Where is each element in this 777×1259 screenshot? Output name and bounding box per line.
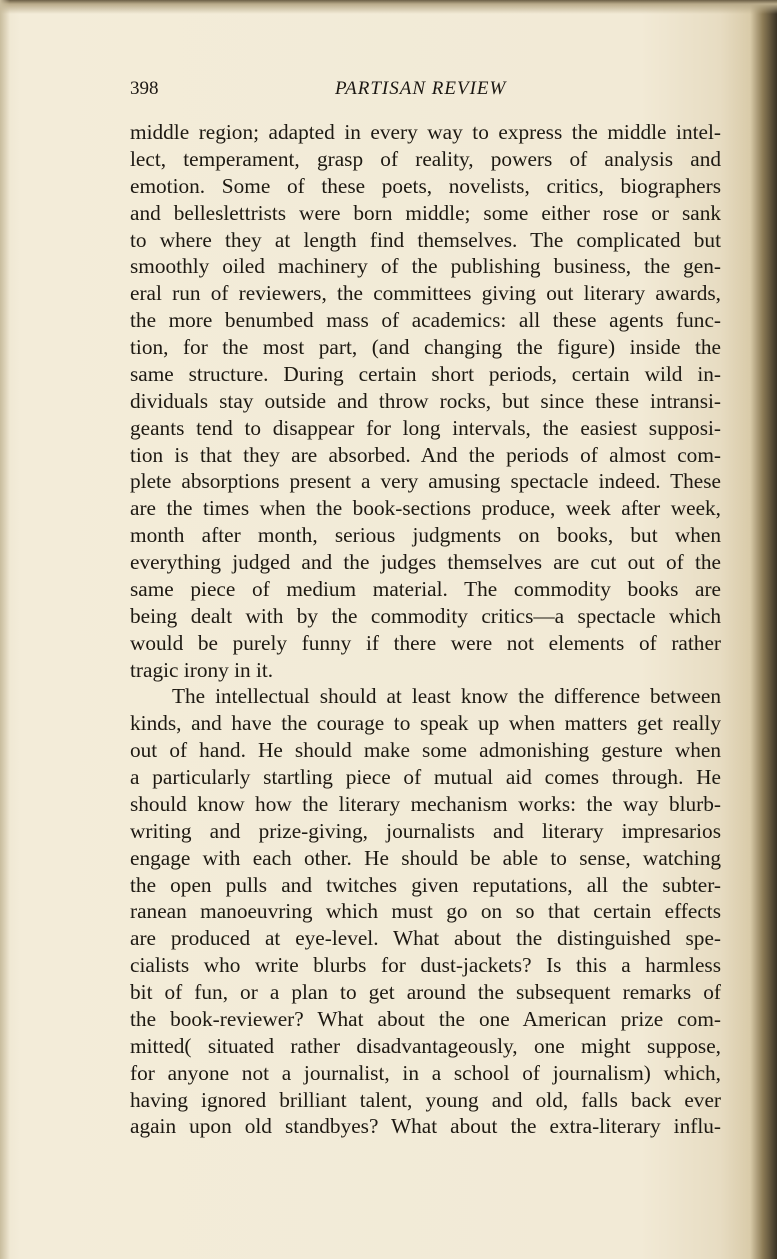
body-text	[130, 119, 721, 1140]
text-line: lect, temperament, grasp of reality, powers of analysis and	[130, 146, 721, 171]
text-line: geants tend to disappear for long intervals, the easiest supposi-	[130, 415, 721, 440]
text-line: tion, for the most part, (and changing the figure) inside the	[130, 335, 721, 359]
text-line: would be purely funny if there were not elements of rather	[130, 630, 721, 655]
text-line: emotion. Some of these poets, novelists, critics, biographers	[130, 173, 721, 198]
text-line: for anyone not a journalist, in a school of journalism) which,	[130, 1060, 721, 1085]
page-number: 398	[130, 78, 159, 99]
text-line: bit of fun, or a plan to get around the subsequent remarks of	[130, 980, 721, 1004]
text-line: everything judged and the judges themselves are cut out of the	[130, 550, 721, 574]
text-line: kinds, and have the courage to speak up when matters get really	[130, 711, 721, 736]
page-top-shadow	[0, 0, 777, 14]
text-line: cialists who write blurbs for dust-jackets? Is this a harmless	[130, 953, 721, 978]
text-line: again upon old standbyes? What about the extra-literary influ-	[130, 1114, 721, 1139]
text-line: mitted( situated rather disadvantageously, one might suppose,	[130, 1033, 721, 1058]
text-line: a particularly startling piece of mutual aid comes through. He	[130, 765, 721, 789]
text-line: writing and prize-giving, journalists and literary impresarios	[130, 818, 721, 843]
journal-title: PARTISAN REVIEW	[335, 78, 507, 99]
text-line: the more benumbed mass of academics: all these agents func-	[130, 308, 721, 333]
text-line: same piece of medium material. The commodity books are	[130, 576, 721, 601]
page-left-edge	[0, 0, 10, 1259]
text-line: engage with each other. He should be able to sense, watching	[130, 845, 721, 870]
text-line: should know how the literary mechanism works: the way blurb-	[130, 791, 721, 816]
text-line: having ignored brilliant talent, young and old, falls back ever	[130, 1087, 721, 1112]
paragraph-end-line: tragic irony in it.	[130, 657, 274, 682]
text-line: to where they at length find themselves. The complicated but	[130, 227, 721, 252]
text-line: eral run of reviewers, the committees giving out literary awards,	[130, 281, 721, 306]
running-head	[130, 78, 720, 108]
text-line: plete absorptions present a very amusing spectacle indeed. These	[130, 469, 721, 494]
text-line: the open pulls and twitches given reputations, all the subter-	[130, 872, 721, 897]
paragraph-start-line: The intellectual should at least know the difference between	[172, 684, 721, 709]
text-line: smoothly oiled machinery of the publishing business, the gen-	[130, 254, 721, 279]
text-line: the book-reviewer? What about the one American prize com-	[130, 1006, 721, 1031]
text-line: same structure. During certain short periods, certain wild in-	[130, 361, 721, 386]
text-line: being dealt with by the commodity critics—a spectacle which	[130, 603, 721, 628]
text-line: middle region; adapted in every way to express the middle intel-	[130, 120, 721, 144]
text-line: dividuals stay outside and throw rocks, but since these intransi-	[130, 388, 721, 413]
text-line: month after month, serious judgments on books, but when	[130, 523, 721, 548]
text-line: are the times when the book-sections produce, week after week,	[130, 496, 721, 521]
text-line: out of hand. He should make some admonishing gesture when	[130, 738, 721, 763]
text-line: are produced at eye-level. What about the distinguished spe-	[130, 926, 721, 951]
text-line: and belleslettrists were born middle; some either rose or sank	[130, 200, 721, 225]
text-line: ranean manoeuvring which must go on so that certain effects	[130, 899, 721, 924]
text-line: tion is that they are absorbed. And the periods of almost com-	[130, 442, 721, 467]
